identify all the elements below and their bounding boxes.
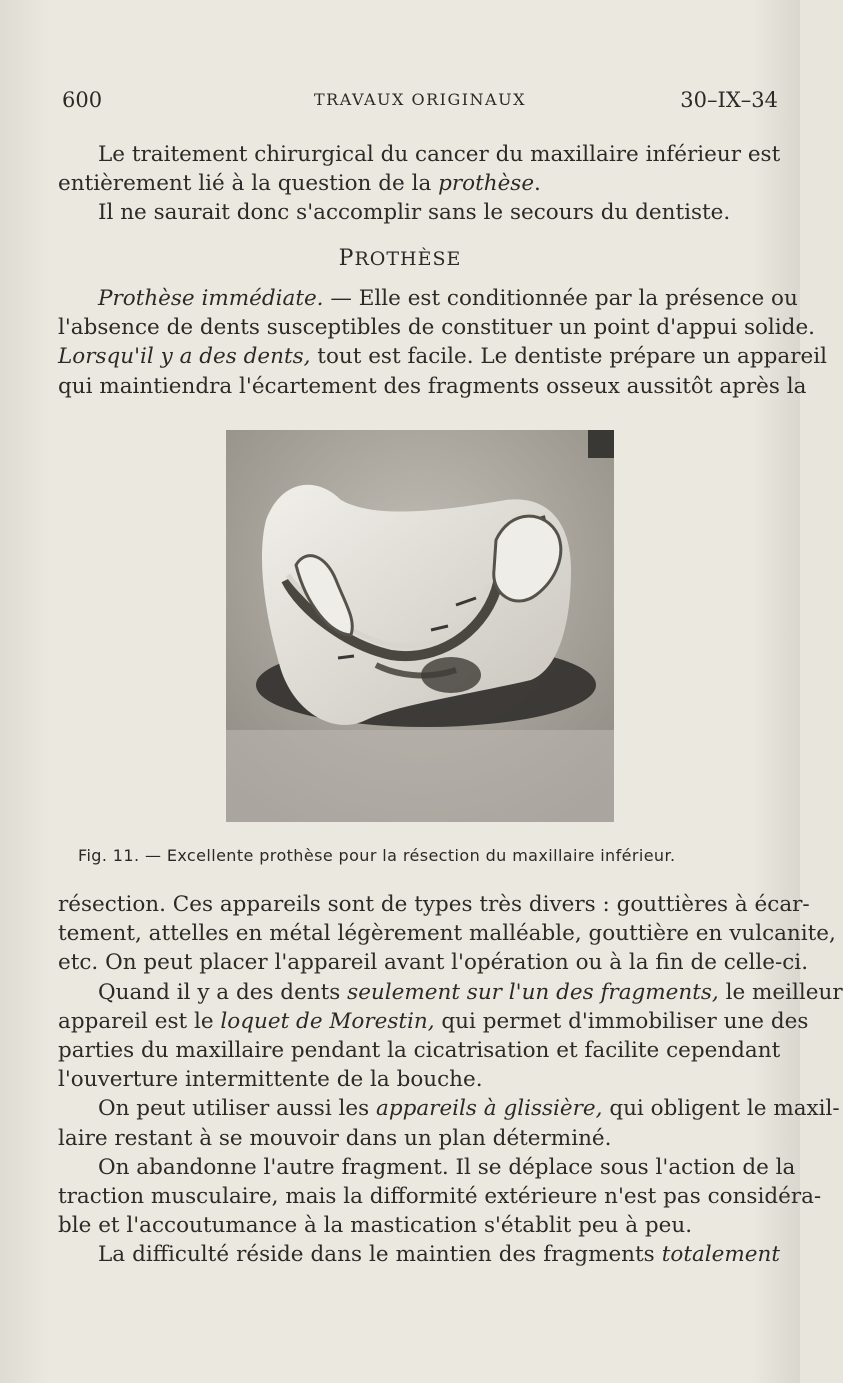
text-line: Quand il y a des dents seulement sur l'un des fragments, le meilleur (98, 979, 843, 1005)
text-line: l'ouverture intermittente de la bouche. (58, 1067, 483, 1093)
text-line: l'absence de dents susceptibles de constituer un point d'appui solide. (58, 315, 816, 341)
text-line: Il ne saurait donc s'accomplir sans le secours du dentiste. (98, 200, 731, 226)
paragraph-immediate-prosthesis (58, 284, 827, 401)
text-line: Lorsqu'il y a des dents, tout est facile. Le dentiste prépare un appareil (58, 344, 827, 370)
text-line: traction musculaire, mais la difformité extérieure n'est pas considéra- (58, 1184, 822, 1210)
paragraph-resection (58, 890, 843, 1270)
text-line: entièrement lié à la question de la prothèse. (58, 171, 541, 197)
text-line: qui maintiendra l'écartement des fragments osseux aussitôt après la (58, 373, 807, 399)
text-line: etc. On peut placer l'appareil avant l'opération ou à la fin de celle-ci. (58, 950, 809, 976)
text-line: La difficulté réside dans le maintien des fragments totalement (98, 1242, 780, 1268)
denture-photo-image (226, 430, 614, 822)
running-header (62, 88, 778, 118)
text-line: parties du maxillaire pendant la cicatrisation et facilite cependant (58, 1038, 781, 1064)
page-number: 600 (62, 88, 103, 112)
intro-text (58, 140, 780, 228)
text-line: résection. Ces appareils sont de types très divers : gouttières à écar- (58, 892, 810, 917)
text-line: On abandonne l'autre fragment. Il se déplace sous l'action de la (98, 1154, 796, 1180)
issue-date: 30–IX–34 (680, 88, 778, 112)
section-heading: PROTHÈSE (338, 246, 462, 271)
text-line: laire restant à se mouvoir dans un plan déterminé. (58, 1125, 612, 1151)
text-line: appareil est le loquet de Morestin, qui permet d'immobiliser une des (58, 1008, 809, 1034)
text-line: tement, attelles en métal légèrement malléable, gouttière en vulcanite, (58, 921, 836, 947)
running-title: TRAVAUX ORIGINAUX (314, 90, 526, 109)
figure-photograph (226, 430, 614, 822)
text-line: Prothèse immédiate. — Elle est conditionnée par la présence ou (98, 286, 798, 311)
text-line: On peut utiliser aussi les appareils à glissière, qui obligent le maxil- (98, 1096, 840, 1122)
text-line: Le traitement chirurgical du cancer du maxillaire inférieur est (98, 142, 781, 167)
text-line: ble et l'accoutumance à la mastication s'établit peu à peu. (58, 1213, 693, 1239)
figure-caption: Fig. 11. — Excellente prothèse pour la résection du maxillaire inférieur. (78, 846, 676, 865)
